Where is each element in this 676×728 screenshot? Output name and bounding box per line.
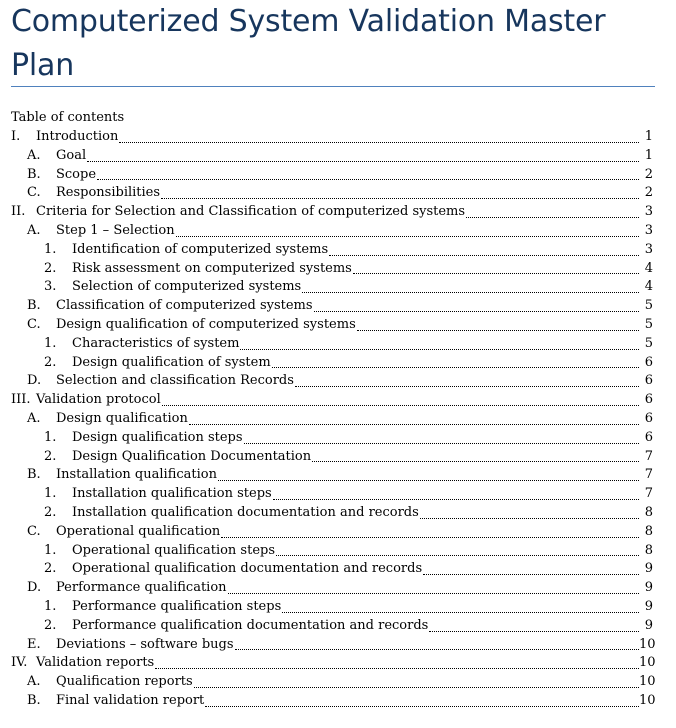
toc-entry-number: 2. xyxy=(44,561,57,577)
toc-entry-page: 10 xyxy=(639,655,656,671)
toc-entry-number: B. xyxy=(27,467,41,483)
toc-entry-leader xyxy=(36,128,640,147)
toc-entry-number: D. xyxy=(27,373,42,389)
toc-entry-page: 8 xyxy=(644,523,653,539)
toc-entry-title[interactable]: Validation reports xyxy=(36,654,154,673)
toc-entry-title[interactable]: Identification of computerized systems xyxy=(72,241,328,260)
toc-entry-page: 3 xyxy=(644,241,653,257)
dot-leader xyxy=(295,386,639,387)
dot-leader xyxy=(119,142,639,143)
toc-entry[interactable] xyxy=(0,166,676,185)
toc-entry-page: 7 xyxy=(644,448,653,464)
toc-entry-leader xyxy=(56,147,640,166)
toc-entry[interactable] xyxy=(0,579,676,598)
toc-entry-page: 9 xyxy=(644,617,653,633)
dot-leader xyxy=(244,443,639,444)
toc-entry-leader xyxy=(56,692,640,711)
toc-entry-leader xyxy=(72,335,640,354)
toc-entry-page: 9 xyxy=(644,580,653,596)
toc-entry-number: D. xyxy=(27,580,42,596)
toc-entry-leader xyxy=(72,241,640,260)
toc-entry[interactable] xyxy=(0,504,676,523)
toc-entry-number: C. xyxy=(27,185,41,201)
toc-entry-leader xyxy=(56,466,640,485)
toc-entry[interactable] xyxy=(0,278,676,297)
dot-leader xyxy=(161,198,639,199)
toc-entry[interactable] xyxy=(0,222,676,241)
toc-entry-leader xyxy=(72,278,640,297)
toc-entry-page: 3 xyxy=(644,204,653,220)
toc-entry[interactable] xyxy=(0,391,676,410)
dot-leader xyxy=(221,537,639,538)
toc-entry-page: 6 xyxy=(644,354,653,370)
toc-entry-leader xyxy=(56,166,640,185)
dot-leader xyxy=(87,161,639,162)
toc-entry[interactable] xyxy=(0,692,676,711)
toc-entry[interactable] xyxy=(0,410,676,429)
toc-entry-title[interactable]: Design qualification of system xyxy=(72,354,271,373)
dot-leader xyxy=(162,405,639,406)
toc-entry-number: 1. xyxy=(44,486,57,502)
toc-entry-page: 10 xyxy=(639,692,656,708)
toc-entry-number: B. xyxy=(27,166,41,182)
toc-entry-page: 10 xyxy=(639,674,656,690)
toc-entry[interactable] xyxy=(0,372,676,391)
dot-leader xyxy=(420,518,639,519)
toc-entry-title[interactable]: Selection and classification Records xyxy=(56,372,294,391)
toc-entry[interactable] xyxy=(0,485,676,504)
toc-entry-title[interactable]: Installation qualification steps xyxy=(72,485,272,504)
toc-entry-leader xyxy=(36,203,640,222)
toc-entry-leader xyxy=(56,297,640,316)
toc-entry-number: 2. xyxy=(44,504,57,520)
dot-leader xyxy=(466,217,639,218)
dot-leader xyxy=(235,649,639,650)
toc-entry-leader xyxy=(56,579,640,598)
toc-entry[interactable] xyxy=(0,297,676,316)
dot-leader xyxy=(423,574,639,575)
toc-entry-page: 6 xyxy=(644,392,653,408)
toc-entry-page: 6 xyxy=(644,373,653,389)
toc-entry-leader xyxy=(56,673,640,692)
toc-heading: Table of contents xyxy=(11,110,125,125)
toc-entry-page: 10 xyxy=(639,636,656,652)
toc-entry-title[interactable]: Qualification reports xyxy=(56,673,193,692)
toc-entry-leader xyxy=(72,504,640,523)
dot-leader xyxy=(312,461,639,462)
dot-leader xyxy=(353,273,639,274)
toc-entry[interactable] xyxy=(0,335,676,354)
toc-entry-page: 1 xyxy=(644,129,653,144)
toc-entry[interactable] xyxy=(0,147,676,166)
toc-entry-page: 7 xyxy=(644,486,653,502)
toc-entry-number: IV. xyxy=(11,655,28,671)
toc-entry-number: 1. xyxy=(44,429,57,445)
toc-entry-number: 2. xyxy=(44,617,57,633)
toc-entry-leader xyxy=(72,542,640,561)
toc-entry-title[interactable]: Risk assessment on computerized systems xyxy=(72,260,352,279)
toc-entry-title[interactable]: Goal xyxy=(56,147,86,166)
toc-entry-page: 3 xyxy=(644,222,653,238)
dot-leader xyxy=(228,593,639,594)
toc-entry-number: C. xyxy=(27,523,41,539)
dot-leader xyxy=(429,631,639,632)
toc-entry-title[interactable]: Introduction xyxy=(36,128,118,147)
toc-entry-leader xyxy=(72,560,640,579)
toc-entry-title[interactable]: Design qualification xyxy=(56,410,188,429)
toc-entry-leader xyxy=(56,316,640,335)
toc-entry-title[interactable]: Characteristics of system xyxy=(72,335,239,354)
toc-entry-page: 8 xyxy=(644,542,653,558)
toc-entry-number: 1. xyxy=(44,241,57,257)
toc-entry-page: 9 xyxy=(644,561,653,577)
toc-entry-leader xyxy=(72,448,640,467)
dot-leader xyxy=(194,687,639,688)
dot-leader xyxy=(314,311,639,312)
dot-leader xyxy=(218,480,639,481)
toc-entry[interactable] xyxy=(0,542,676,561)
toc-entry-page: 5 xyxy=(644,316,653,332)
toc-entry-title[interactable]: Performance qualification xyxy=(56,579,227,598)
toc-entry-page: 1 xyxy=(644,147,653,163)
toc-entry-title[interactable]: Deviations – software bugs xyxy=(56,636,234,655)
title-underline xyxy=(11,86,655,87)
toc-entry-title[interactable]: Scope xyxy=(56,166,96,185)
dot-leader xyxy=(272,367,639,368)
toc-entry[interactable] xyxy=(0,184,676,203)
toc-entry-leader xyxy=(36,391,640,410)
toc-entry-leader xyxy=(36,654,640,673)
toc-entry-number: II. xyxy=(11,204,26,220)
dot-leader xyxy=(302,292,639,293)
dot-leader xyxy=(273,499,639,500)
toc-entry-title[interactable]: Operational qualification steps xyxy=(72,542,275,561)
toc-entry-page: 7 xyxy=(644,467,653,483)
toc-entry[interactable] xyxy=(0,654,676,673)
toc-entry[interactable] xyxy=(0,241,676,260)
toc-entry[interactable] xyxy=(0,260,676,279)
toc-entry-title[interactable]: Responsibilities xyxy=(56,184,160,203)
toc-entry-number: 1. xyxy=(44,335,57,351)
toc-entry-number: 2. xyxy=(44,354,57,370)
toc-entry-number: A. xyxy=(27,410,41,426)
dot-leader xyxy=(97,179,639,180)
toc-entry-title[interactable]: Performance qualification steps xyxy=(72,598,281,617)
toc-entry-title[interactable]: Selection of computerized systems xyxy=(72,278,301,297)
toc-entry-title[interactable]: Operational qualification xyxy=(56,523,220,542)
toc-entry-leader xyxy=(72,260,640,279)
toc-entry-number: 2. xyxy=(44,260,57,276)
dot-leader xyxy=(155,668,639,669)
document-title: Computerized System Validation Master Plan xyxy=(11,4,606,83)
toc-entry[interactable] xyxy=(0,316,676,335)
toc-entry-page: 6 xyxy=(644,429,653,445)
toc-entry-title[interactable]: Performance qualification documentation and records xyxy=(72,617,428,636)
toc-entry-leader xyxy=(56,184,640,203)
toc-entry-page: 2 xyxy=(644,166,653,182)
dot-leader xyxy=(276,555,639,556)
toc-entry-number: I. xyxy=(11,129,21,144)
toc-entry-title[interactable]: Installation qualification documentation and records xyxy=(72,504,419,523)
toc-entry-leader xyxy=(72,485,640,504)
dot-leader xyxy=(282,612,639,613)
toc-entry-page: 5 xyxy=(644,298,653,314)
toc-entry[interactable] xyxy=(0,523,676,542)
toc-entry-number: 3. xyxy=(44,279,57,295)
toc-entry[interactable] xyxy=(0,429,676,448)
dot-leader xyxy=(176,236,639,237)
toc-entry[interactable] xyxy=(0,448,676,467)
toc-entry-number: III. xyxy=(11,392,31,408)
toc-entry-number: B. xyxy=(27,298,41,314)
toc-entry-number: A. xyxy=(27,222,41,238)
toc-entry-leader xyxy=(72,598,640,617)
toc-entry-leader xyxy=(72,354,640,373)
toc-entry[interactable] xyxy=(0,128,676,147)
toc-entry-number: 1. xyxy=(44,542,57,558)
toc-entry-title[interactable]: Design qualification of computerized systems xyxy=(56,316,356,335)
toc-entry-leader xyxy=(56,523,640,542)
toc-entry[interactable] xyxy=(0,636,676,655)
toc-entry-page: 6 xyxy=(644,410,653,426)
dot-leader xyxy=(240,349,639,350)
toc-entry-leader xyxy=(56,372,640,391)
table-of-contents xyxy=(0,128,676,711)
toc-entry-title[interactable]: Step 1 – Selection xyxy=(56,222,175,241)
toc-entry-number: 2. xyxy=(44,448,57,464)
toc-entry[interactable] xyxy=(0,560,676,579)
toc-entry-page: 9 xyxy=(644,598,653,614)
dot-leader xyxy=(329,255,639,256)
toc-entry-title[interactable]: Operational qualification documentation and records xyxy=(72,560,422,579)
toc-entry-page: 5 xyxy=(644,335,653,351)
toc-entry-page: 2 xyxy=(644,185,653,201)
toc-entry-leader xyxy=(56,410,640,429)
toc-entry[interactable] xyxy=(0,354,676,373)
toc-entry-number: 1. xyxy=(44,598,57,614)
toc-entry[interactable] xyxy=(0,617,676,636)
toc-entry-number: A. xyxy=(27,674,41,690)
toc-entry-leader xyxy=(56,636,640,655)
toc-entry-page: 4 xyxy=(644,260,653,276)
toc-entry[interactable] xyxy=(0,466,676,485)
dot-leader xyxy=(205,706,639,707)
toc-entry-title[interactable]: Design qualification steps xyxy=(72,429,243,448)
dot-leader xyxy=(189,424,639,425)
toc-entry-number: A. xyxy=(27,147,41,163)
dot-leader xyxy=(357,330,639,331)
toc-entry-title[interactable]: Final validation report xyxy=(56,692,204,711)
toc-entry-page: 8 xyxy=(644,504,653,520)
toc-entry-title[interactable]: Validation protocol xyxy=(36,391,161,410)
toc-entry-number: C. xyxy=(27,316,41,332)
toc-entry-title[interactable]: Criteria for Selection and Classification of computerized systems xyxy=(36,203,465,222)
toc-entry-title[interactable]: Design Qualification Documentation xyxy=(72,448,311,467)
toc-entry[interactable] xyxy=(0,673,676,692)
toc-entry-number: B. xyxy=(27,692,41,708)
toc-entry-leader xyxy=(72,617,640,636)
toc-entry-number: E. xyxy=(27,636,41,652)
toc-entry-title[interactable]: Installation qualification xyxy=(56,466,217,485)
toc-entry-leader xyxy=(56,222,640,241)
toc-entry-title[interactable]: Classification of computerized systems xyxy=(56,297,313,316)
toc-entry[interactable] xyxy=(0,598,676,617)
toc-entry[interactable] xyxy=(0,203,676,222)
toc-entry-page: 4 xyxy=(644,279,653,295)
toc-entry-leader xyxy=(72,429,640,448)
